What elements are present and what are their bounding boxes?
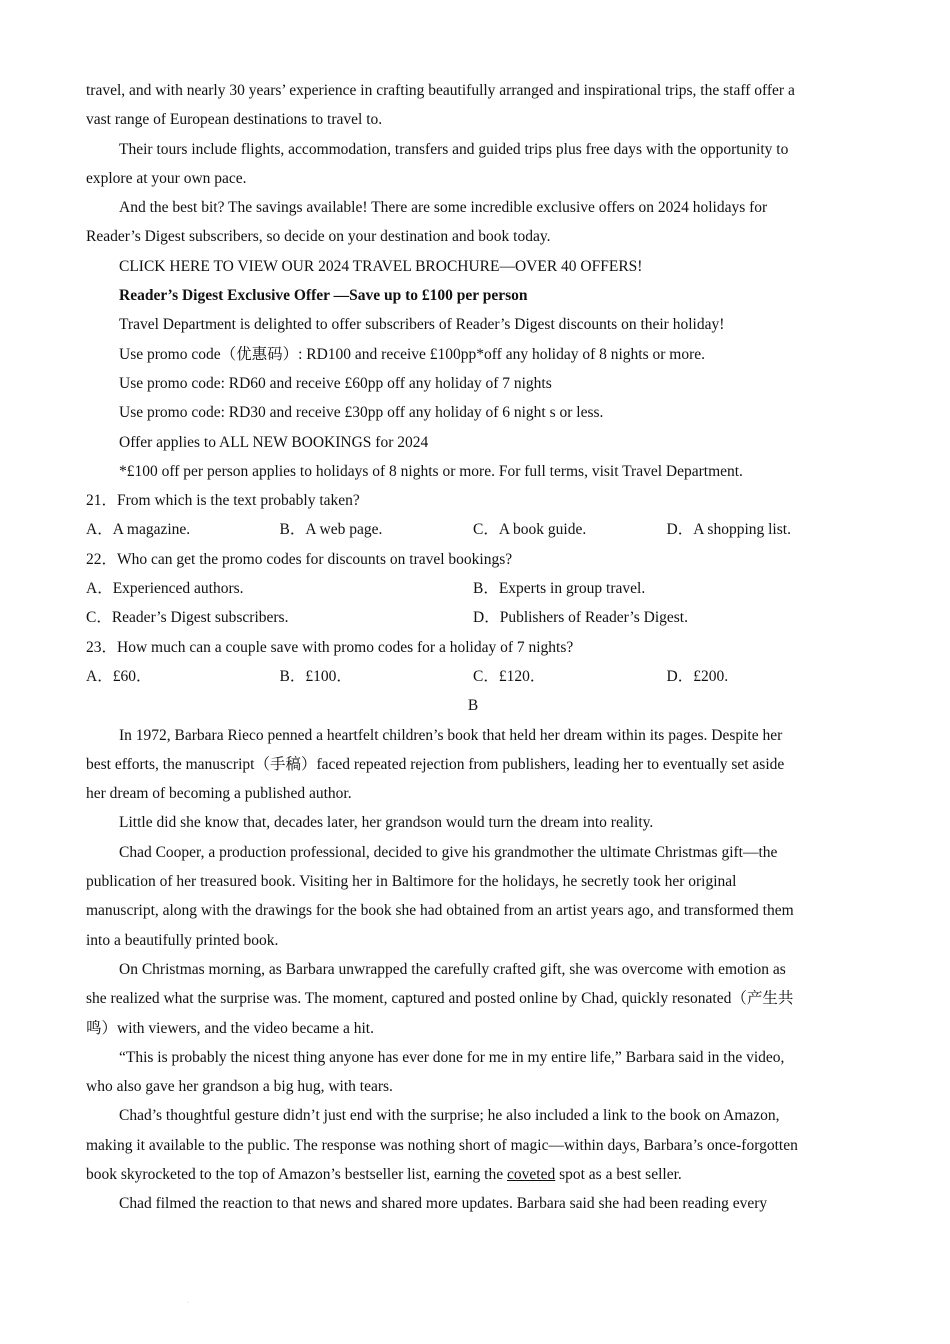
passage-b-paragraph xyxy=(86,721,860,809)
offer-applies: Offer applies to ALL NEW BOOKINGS for 2024 xyxy=(119,433,429,451)
promo-line: Use promo code: RD30 and receive £30pp off any holiday of 6 night s or less. xyxy=(119,404,604,422)
question-options xyxy=(86,603,860,632)
option: D．£200. xyxy=(666,667,729,685)
question-23 xyxy=(86,633,860,692)
option: A．A magazine. xyxy=(86,521,191,539)
question-21 xyxy=(86,486,860,545)
text-line: into a beautifully printed book. xyxy=(86,931,279,949)
passage-b-paragraph xyxy=(86,955,860,1043)
question-stem: 21．From which is the text probably taken? xyxy=(86,492,360,510)
question-22 xyxy=(86,545,860,633)
text-line: In 1972, Barbara Rieco penned a heartfelt children’s book that held her dream within its pages. Despite her xyxy=(119,726,783,744)
passage-b-paragraph xyxy=(86,1043,860,1102)
document-page xyxy=(86,76,860,1219)
text-line: who also gave her grandson a big hug, with tears. xyxy=(86,1078,393,1096)
text-line: manuscript, along with the drawings for the book she had obtained from an artist years ago, and transformed them xyxy=(86,902,794,920)
text-line: her dream of becoming a published author. xyxy=(86,785,352,803)
passage-a-paragraph xyxy=(86,193,860,252)
text-run: book skyrocketed to the top of Amazon’s bestseller list, earning the xyxy=(86,1165,507,1183)
option: A．£60． xyxy=(86,667,152,685)
passage-b-paragraph: Chad filmed the reaction to that news and shared more updates. Barbara said she had been reading every xyxy=(119,1195,768,1213)
passage-b-paragraph xyxy=(86,838,860,955)
option: D．Publishers of Reader’s Digest. xyxy=(473,609,688,627)
option: C．A book guide. xyxy=(473,521,587,539)
passage-a-paragraph xyxy=(86,135,860,194)
stray-mark: · xyxy=(187,1300,189,1306)
question-options xyxy=(86,662,860,691)
option: B．Experts in group travel. xyxy=(473,580,646,598)
text-line: Chad Cooper, a production professional, decided to give his grandmother the ultimate Christmas gift—the xyxy=(119,843,778,861)
question-stem: 23．How much can a couple save with promo codes for a holiday of 7 nights? xyxy=(86,638,574,656)
passage-a-paragraph xyxy=(86,76,860,135)
option: C．£120． xyxy=(473,667,546,685)
option: B．£100． xyxy=(279,667,352,685)
offer-heading: Reader’s Digest Exclusive Offer —Save up to £100 per person xyxy=(119,287,528,305)
text-line: best efforts, the manuscript（手稿）faced repeated rejection from publishers, leading her to eventually set aside xyxy=(86,755,785,773)
question-options xyxy=(86,515,860,544)
option: B．A web page. xyxy=(279,521,383,539)
text-line: Their tours include flights, accommodation, transfers and guided trips plus free days with the opportunity to xyxy=(119,140,789,158)
text-line: travel, and with nearly 30 years’ experience in crafting beautifully arranged and inspirational trips, the staff offer a xyxy=(86,82,795,99)
offer-footnote: *£100 off per person applies to holidays of 8 nights or more. For full terms, visit Travel Department. xyxy=(119,462,743,480)
text-line: explore at your own pace. xyxy=(86,169,247,187)
text-line xyxy=(86,1160,860,1189)
text-line: 鸣）with viewers, and the video became a hit. xyxy=(86,1019,374,1037)
text-line: she realized what the surprise was. The moment, captured and posted online by Chad, quickly resonated（产生共 xyxy=(86,990,794,1008)
question-options xyxy=(86,574,860,603)
underlined-word: coveted xyxy=(507,1165,556,1183)
offer-intro: Travel Department is delighted to offer subscribers of Reader’s Digest discounts on their holiday! xyxy=(119,316,725,334)
text-line: Reader’s Digest subscribers, so decide on your destination and book today. xyxy=(86,228,551,246)
brochure-link-text: CLICK HERE TO VIEW OUR 2024 TRAVEL BROCHURE—OVER 40 OFFERS! xyxy=(119,257,643,275)
text-line: publication of her treasured book. Visiting her in Baltimore for the holidays, he secretly took her original xyxy=(86,873,737,891)
passage-b-paragraph xyxy=(86,1101,860,1189)
text-line: On Christmas morning, as Barbara unwrapped the carefully crafted gift, she was overcome with emotion as xyxy=(119,960,786,978)
question-stem: 22．Who can get the promo codes for discounts on travel bookings? xyxy=(86,550,513,568)
text-line: Chad’s thoughtful gesture didn’t just end with the surprise; he also included a link to the book on Amazon, xyxy=(119,1107,780,1125)
text-run: spot as a best seller. xyxy=(555,1165,682,1183)
text-line: “This is probably the nicest thing anyone has ever done for me in my entire life,” Barbara said in the video, xyxy=(119,1048,785,1066)
option: D．A shopping list. xyxy=(666,521,791,539)
section-label: B xyxy=(467,697,479,715)
option: C．Reader’s Digest subscribers. xyxy=(86,609,289,627)
option: A．Experienced authors. xyxy=(86,580,244,598)
text-line: And the best bit? The savings available! There are some incredible exclusive offers on 2024 holidays for xyxy=(119,199,768,217)
text-line: making it available to the public. The response was nothing short of magic—within days, Barbara’s once-forgotten xyxy=(86,1136,798,1154)
passage-b-paragraph: Little did she know that, decades later, her grandson would turn the dream into reality. xyxy=(119,814,654,832)
text-line: vast range of European destinations to travel to. xyxy=(86,111,383,129)
promo-line: Use promo code（优惠码）: RD100 and receive £100pp*off any holiday of 8 nights or more. xyxy=(119,345,706,363)
promo-line: Use promo code: RD60 and receive £60pp off any holiday of 7 nights xyxy=(119,374,552,392)
